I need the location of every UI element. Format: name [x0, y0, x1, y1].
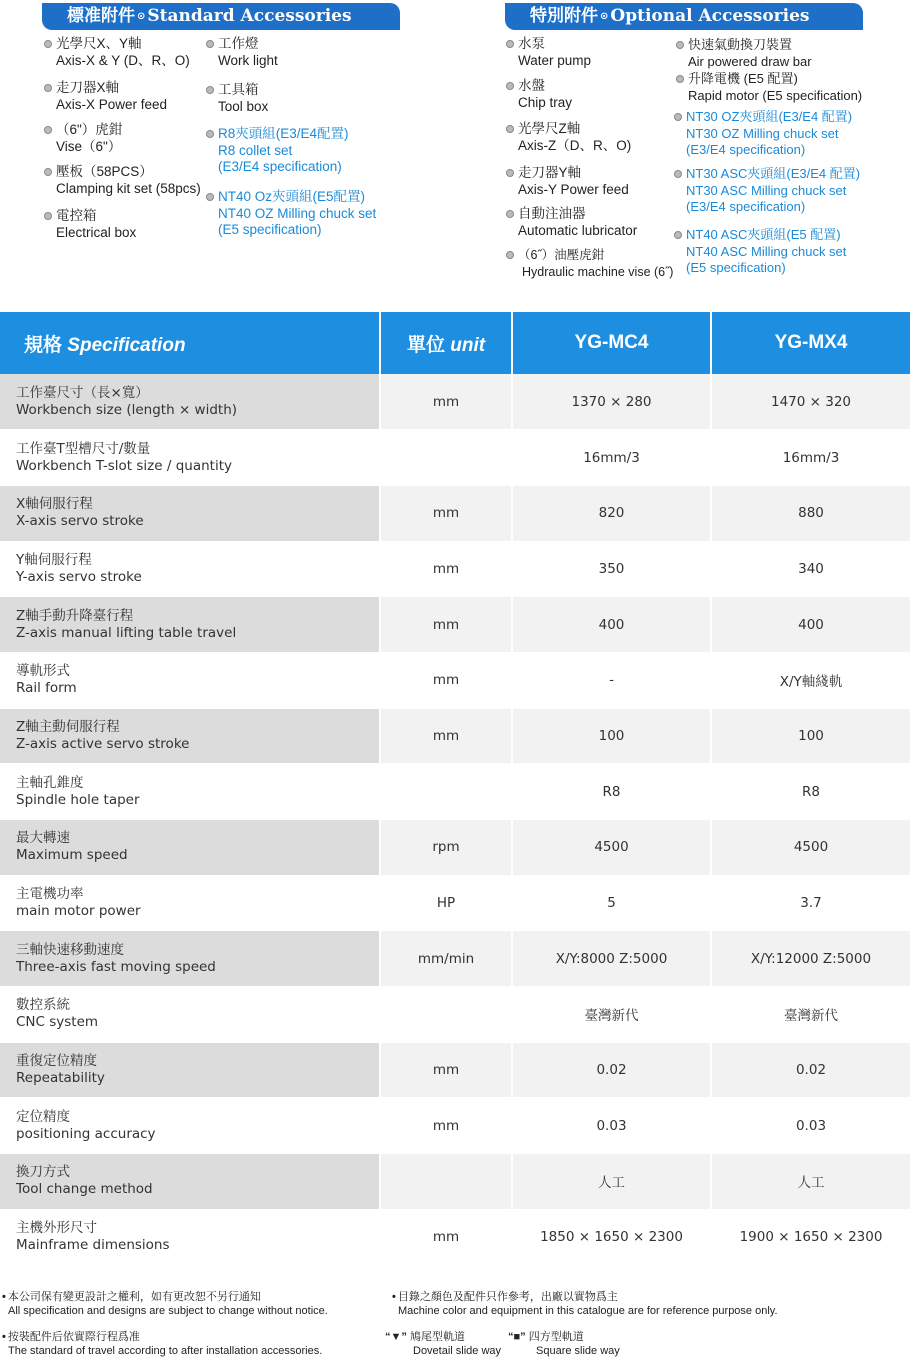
- spec-item-en: Repeatability: [16, 1070, 105, 1087]
- mc4-value-cell: X/Y:8000 Z:5000: [512, 931, 711, 987]
- mc4-value-cell: 臺灣新代: [512, 987, 711, 1043]
- spec-item-en: Workbench T-slot size / quantity: [16, 457, 232, 474]
- optional-title-en: Optional Accessories: [610, 6, 810, 26]
- table-row: [0, 708, 910, 764]
- unit-cell: mm: [380, 652, 512, 708]
- square-icon: “■”: [508, 1331, 526, 1343]
- standard-item: 工具箱 Tool box: [218, 82, 268, 115]
- table-row: [0, 987, 910, 1043]
- mc4-value-cell: 0.03: [512, 1098, 711, 1154]
- spec-item-cell: [0, 374, 380, 430]
- table-row: [0, 1042, 910, 1098]
- spec-item-zh: 換刀方式: [16, 1164, 70, 1181]
- optional-item: （6˝）油壓虎鉗 Hydraulic machine vise (6˝): [518, 247, 673, 280]
- spec-item-cell: [0, 597, 380, 653]
- spec-item-cell: [0, 1154, 380, 1210]
- spec-item-en: CNC system: [16, 1014, 99, 1031]
- bullet-icon: [676, 41, 684, 49]
- mx4-value-cell: 100: [711, 708, 910, 764]
- spec-item-zh: Y軸伺服行程: [16, 551, 92, 568]
- optional-item: NT40 ASC夾頭組(E5 配置) NT40 ASC Milling chuck set (E5 specification): [686, 227, 846, 277]
- mc4-value-cell: 4500: [512, 820, 711, 876]
- spec-item-en: Spindle hole taper: [16, 791, 140, 808]
- optional-item: 光學尺Z軸 Axis-Z（D、R、O): [518, 121, 631, 154]
- legend-dovetail: “▼” 鳩尾型軌道 Dovetail slide way: [385, 1331, 502, 1357]
- bullet-icon: [674, 113, 682, 121]
- optional-item: 水盤 Chip tray: [518, 78, 572, 111]
- spec-item-cell: [0, 764, 380, 820]
- bullet-icon: [44, 168, 52, 176]
- mc4-value-cell: 400: [512, 597, 711, 653]
- table-row: [0, 430, 910, 486]
- spec-item-zh: 工作臺尺寸（長×寬）: [16, 384, 149, 401]
- spec-item-cell: [0, 1209, 380, 1265]
- optional-title-zh: 特別附件: [530, 6, 598, 26]
- dot-icon: ⊙: [600, 11, 609, 22]
- mx4-value-cell: 880: [711, 485, 910, 541]
- spec-item-en: positioning accuracy: [16, 1125, 156, 1142]
- spec-item-cell: [0, 541, 380, 597]
- optional-accessories-header: [505, 3, 863, 30]
- unit-cell: mm: [380, 541, 512, 597]
- mx4-value-cell: 3.7: [711, 875, 910, 931]
- unit-cell: mm: [380, 485, 512, 541]
- spec-item-cell: [0, 1042, 380, 1098]
- spec-item-zh: Z軸手動升降臺行程: [16, 607, 134, 624]
- legend-square: “■” 四方型軌道 Square slide way: [508, 1331, 620, 1357]
- unit-cell: [380, 987, 512, 1043]
- table-row: [0, 820, 910, 876]
- spec-item-zh: 主軸孔錐度: [16, 774, 84, 791]
- unit-cell: mm: [380, 708, 512, 764]
- bullet-icon: [44, 84, 52, 92]
- bullet-icon: [676, 75, 684, 83]
- mc4-value-cell: 100: [512, 708, 711, 764]
- dovetail-triangle-icon: “▼”: [385, 1331, 407, 1343]
- mx4-value-cell: 人工: [711, 1154, 910, 1210]
- unit-cell: [380, 1154, 512, 1210]
- header-unit: 單位 unit: [380, 312, 512, 374]
- spec-item-cell: [0, 987, 380, 1043]
- unit-cell: HP: [380, 875, 512, 931]
- spec-item-en: Z-axis active servo stroke: [16, 735, 190, 752]
- bullet-icon: [506, 251, 514, 259]
- table-row: [0, 875, 910, 931]
- unit-cell: mm/min: [380, 931, 512, 987]
- standard-item: （6"）虎鉗 Vise（6"）: [56, 122, 122, 155]
- mc4-value-cell: 1850 × 1650 × 2300: [512, 1209, 711, 1265]
- unit-cell: mm: [380, 374, 512, 430]
- mx4-value-cell: 1900 × 1650 × 2300: [711, 1209, 910, 1265]
- spec-item-en: Rail form: [16, 680, 77, 697]
- mc4-value-cell: 人工: [512, 1154, 711, 1210]
- optional-item: NT30 OZ夾頭組(E3/E4 配置) NT30 OZ Milling chuck set (E3/E4 specification): [686, 109, 852, 159]
- table-row: [0, 1098, 910, 1154]
- bullet-icon: [506, 210, 514, 218]
- mx4-value-cell: 16mm/3: [711, 430, 910, 486]
- mc4-value-cell: 350: [512, 541, 711, 597]
- spec-item-zh: 工作臺T型槽尺寸/數量: [16, 440, 151, 457]
- standard-item: 壓板（58PCS） Clamping kit set (58pcs): [56, 164, 201, 197]
- spec-item-zh: 三軸快速移動速度: [16, 941, 124, 958]
- mx4-value-cell: 400: [711, 597, 910, 653]
- mc4-value-cell: 16mm/3: [512, 430, 711, 486]
- standard-item: 工作燈 Work light: [218, 36, 278, 69]
- mc4-value-cell: 5: [512, 875, 711, 931]
- spec-item-en: Maximum speed: [16, 847, 128, 864]
- spec-item-en: Three-axis fast moving speed: [16, 958, 216, 975]
- specification-table: [0, 312, 910, 1266]
- spec-item-cell: [0, 1098, 380, 1154]
- table-row: [0, 541, 910, 597]
- spec-item-en: main motor power: [16, 903, 141, 920]
- mx4-value-cell: 4500: [711, 820, 910, 876]
- spec-item-zh: 主電機功率: [16, 886, 84, 903]
- table-row: [0, 374, 910, 430]
- spec-item-en: Z-axis manual lifting table travel: [16, 624, 237, 641]
- standard-item: 光學尺X、Y軸 Axis-X & Y (D、R、O): [56, 36, 190, 69]
- mc4-value-cell: 0.02: [512, 1042, 711, 1098]
- optional-item: 升降電機 (E5 配置) Rapid motor (E5 specification): [688, 71, 862, 104]
- spec-item-zh: 定位精度: [16, 1108, 70, 1125]
- spec-item-cell: [0, 430, 380, 486]
- table-row: [0, 931, 910, 987]
- mx4-value-cell: 1470 × 320: [711, 374, 910, 430]
- standard-item: R8夾頭組(E3/E4配置) R8 collet set (E3/E4 specification): [218, 126, 349, 176]
- spec-item-zh: 數控系統: [16, 997, 70, 1014]
- bullet-icon: [206, 86, 214, 94]
- mx4-value-cell: 340: [711, 541, 910, 597]
- bullet-icon: [206, 40, 214, 48]
- unit-cell: [380, 764, 512, 820]
- spec-item-en: Mainframe dimensions: [16, 1237, 170, 1254]
- table-row: [0, 652, 910, 708]
- spec-item-zh: 導軌形式: [16, 663, 70, 680]
- spec-item-cell: [0, 485, 380, 541]
- bullet-icon: [206, 130, 214, 138]
- mc4-value-cell: 820: [512, 485, 711, 541]
- bullet-icon: [206, 193, 214, 201]
- unit-cell: mm: [380, 1042, 512, 1098]
- mx4-value-cell: R8: [711, 764, 910, 820]
- mc4-value-cell: -: [512, 652, 711, 708]
- dot-icon: ⊙: [137, 11, 146, 22]
- optional-item: 走刀器Y軸 Axis-Y Power feed: [518, 165, 629, 198]
- unit-cell: mm: [380, 1098, 512, 1154]
- standard-item: 電控箱 Electrical box: [56, 208, 136, 241]
- mc4-value-cell: R8: [512, 764, 711, 820]
- header-specification: 規格 Specification: [0, 312, 380, 374]
- header-model-mc4: YG-MC4: [512, 312, 711, 374]
- mx4-value-cell: X/Y軸綫軌: [711, 652, 910, 708]
- bullet-icon: [674, 231, 682, 239]
- spec-item-en: Workbench size (length × width): [16, 401, 238, 418]
- bullet-icon: [506, 40, 514, 48]
- bullet-icon: [674, 170, 682, 178]
- table-row: [0, 764, 910, 820]
- standard-title-en: Standard Accessories: [147, 6, 352, 26]
- spec-item-zh: Z軸主動伺服行程: [16, 718, 120, 735]
- mx4-value-cell: X/Y:12000 Z:5000: [711, 931, 910, 987]
- spec-item-cell: [0, 931, 380, 987]
- optional-item: 快速氣動換刀裝置 Air powered draw bar: [688, 37, 812, 70]
- spec-item-zh: 主機外形尺寸: [16, 1220, 97, 1237]
- note-design-change: • 本公司保有變更設計之權利，如有更改恕不另行通知 All specification and designs are subject to change without notice.: [2, 1291, 328, 1317]
- unit-cell: mm: [380, 597, 512, 653]
- spec-item-zh: 重復定位精度: [16, 1053, 97, 1070]
- mx4-value-cell: 0.02: [711, 1042, 910, 1098]
- spec-item-cell: [0, 708, 380, 764]
- optional-item: 自動注油器 Automatic lubricator: [518, 206, 637, 239]
- note-travel-standard: • 按裝配件后依實際行程爲准 The standard of travel according to after installation accessories.: [2, 1331, 323, 1357]
- unit-cell: rpm: [380, 820, 512, 876]
- standard-title-zh: 標准附件: [67, 6, 135, 26]
- bullet-icon: [44, 126, 52, 134]
- spec-item-zh: X軸伺服行程: [16, 496, 93, 513]
- optional-item: NT30 ASC夾頭組(E3/E4 配置) NT30 ASC Milling chuck set (E3/E4 specification): [686, 166, 860, 216]
- bullet-icon: [506, 82, 514, 90]
- note-catalogue-color: • 目錄之顏色及配件只作參考，出廠以實物爲主 Machine color and equipment in this catalogue are for reference purpose only.: [392, 1291, 778, 1317]
- table-row: [0, 597, 910, 653]
- bullet-icon: [506, 125, 514, 133]
- spec-item-cell: [0, 820, 380, 876]
- optional-item: 水泵 Water pump: [518, 36, 591, 69]
- table-header-row: [0, 312, 910, 374]
- spec-item-en: X-axis servo stroke: [16, 513, 144, 530]
- mx4-value-cell: 臺灣新代: [711, 987, 910, 1043]
- bullet-icon: [506, 169, 514, 177]
- bullet-icon: [44, 212, 52, 220]
- mx4-value-cell: 0.03: [711, 1098, 910, 1154]
- spec-item-cell: [0, 875, 380, 931]
- standard-item: NT40 Oz夾頭組(E5配置) NT40 OZ Milling chuck set (E5 specification): [218, 189, 376, 239]
- spec-item-en: Y-axis servo stroke: [16, 568, 142, 585]
- mc4-value-cell: 1370 × 280: [512, 374, 711, 430]
- header-model-mx4: YG-MX4: [711, 312, 910, 374]
- spec-item-zh: 最大轉速: [16, 830, 70, 847]
- table-row: [0, 485, 910, 541]
- standard-accessories-header: [42, 3, 400, 30]
- spec-item-cell: [0, 652, 380, 708]
- standard-item: 走刀器X軸 Axis-X Power feed: [56, 80, 167, 113]
- table-row: [0, 1154, 910, 1210]
- unit-cell: mm: [380, 1209, 512, 1265]
- unit-cell: [380, 430, 512, 486]
- spec-item-en: Tool change method: [16, 1181, 153, 1198]
- table-row: [0, 1209, 910, 1265]
- bullet-icon: [44, 40, 52, 48]
